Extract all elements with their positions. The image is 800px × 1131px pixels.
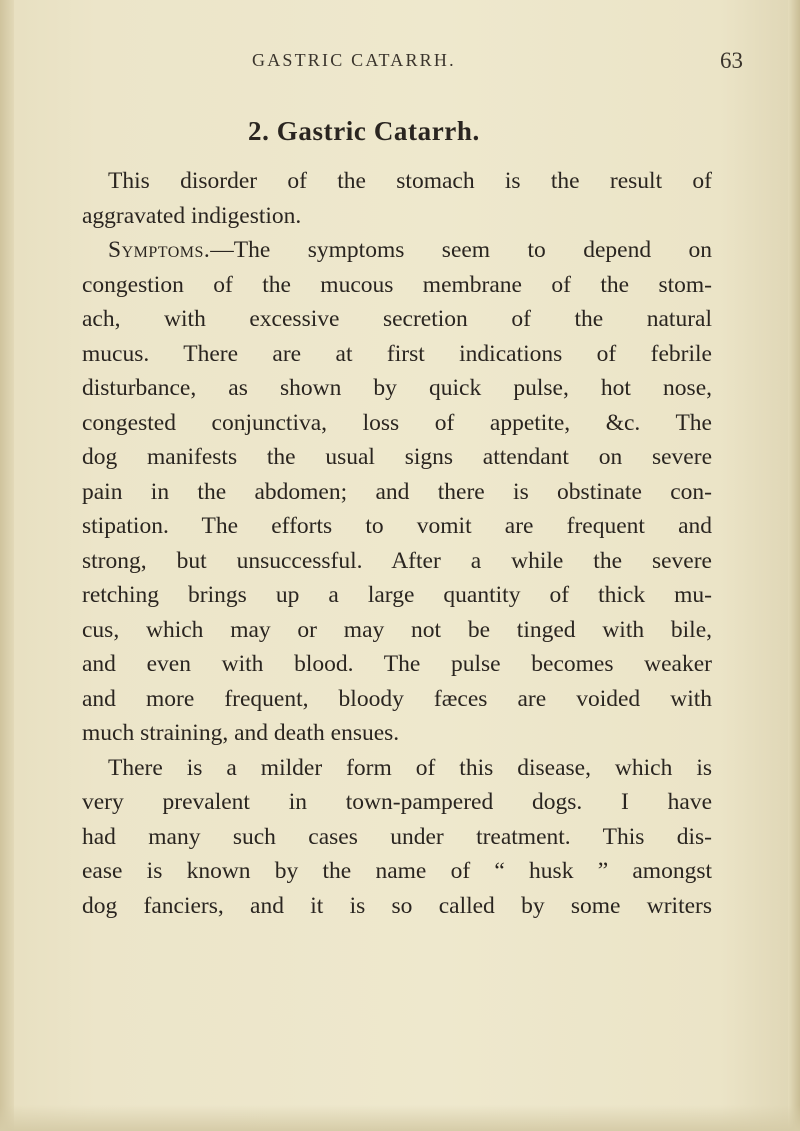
- text-line: cus, which may or may not be tinged with bile,: [82, 616, 712, 643]
- text-line: and more frequent, bloody fæces are voided with: [82, 685, 712, 712]
- section-heading: 2. Gastric Catarrh.: [248, 116, 480, 146]
- page-right-edge-shadow: [788, 0, 800, 1131]
- text-line: very prevalent in town-pampered dogs. I have: [82, 789, 712, 815]
- text-line: ease is known by the name of “ husk ” amongst: [82, 858, 712, 884]
- text-line: pain in the abdomen; and there is obstinate con-: [82, 478, 712, 505]
- symptoms-label: Symptoms.: [108, 237, 211, 263]
- text-line: There is a milder form of this disease, which is: [108, 754, 712, 781]
- running-head: [0, 50, 800, 80]
- text-line: strong, but unsuccessful. After a while the severe: [82, 547, 712, 574]
- text-line: and even with blood. The pulse becomes weaker: [82, 651, 712, 677]
- page-left-edge-shadow: [0, 0, 14, 1131]
- text-line: dog fanciers, and it is so called by some writers: [82, 892, 712, 919]
- running-title: GASTRIC CATARRH.: [252, 50, 456, 70]
- text-line: [82, 233, 712, 268]
- text-line: had many such cases under treatment. This dis-: [82, 823, 712, 850]
- text-line-rest: —The symptoms seem to depend on: [210, 237, 712, 263]
- text-line: aggravated indigestion.: [82, 202, 302, 229]
- text-line: ach, with excessive secretion of the natural: [82, 306, 712, 332]
- page-bottom-edge-shadow: [0, 1105, 800, 1131]
- text-line: congestion of the mucous membrane of the stom-: [82, 271, 712, 298]
- text-line: stipation. The efforts to vomit are frequent and: [82, 513, 712, 539]
- text-line: much straining, and death ensues.: [82, 720, 400, 746]
- text-line: retching brings up a large quantity of thick mu-: [82, 582, 712, 608]
- text-line: disturbance, as shown by quick pulse, hot nose,: [82, 375, 712, 401]
- text-line: mucus. There are at first indications of febrile: [82, 340, 712, 367]
- text-line: This disorder of the stomach is the result of: [108, 168, 712, 194]
- text-line: congested conjunctiva, loss of appetite, &c. The: [82, 409, 712, 436]
- body-text: [82, 164, 712, 923]
- text-line: dog manifests the usual signs attendant on severe: [82, 444, 712, 470]
- page-number: 63: [720, 48, 743, 73]
